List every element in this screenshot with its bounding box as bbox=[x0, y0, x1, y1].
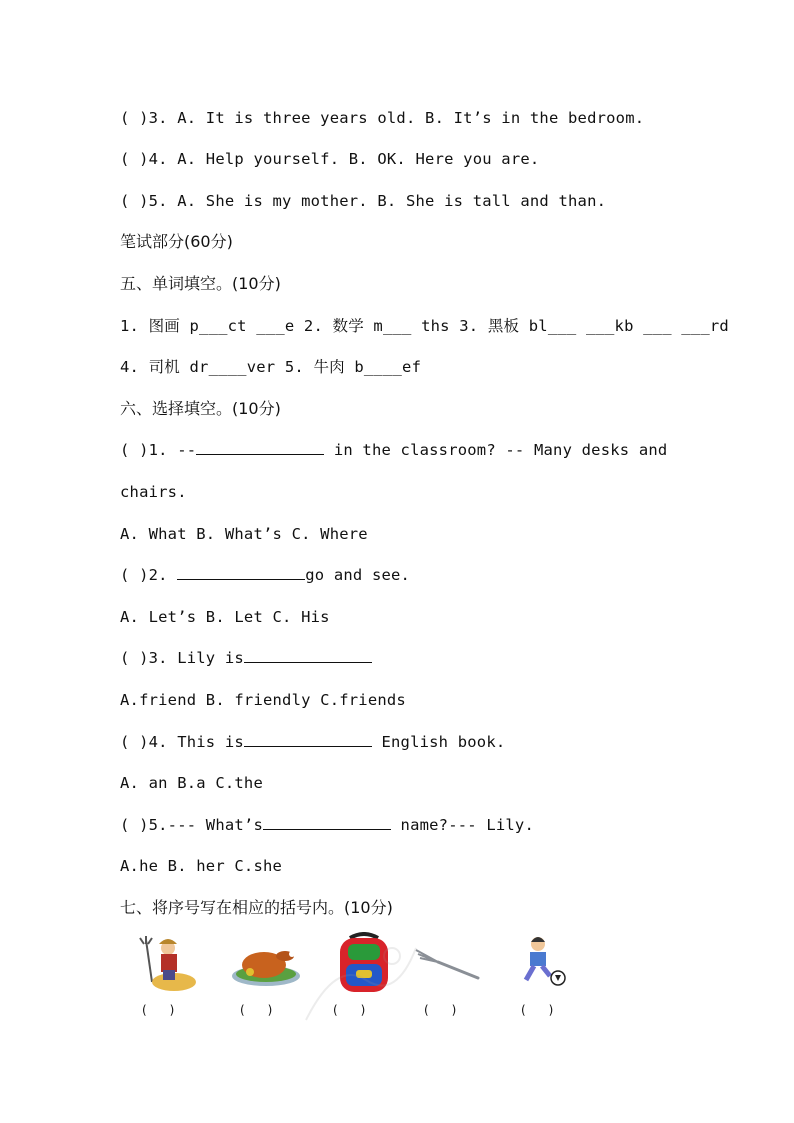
item-text: 3. A. It is three years old. B. It’s in the bedroom. bbox=[148, 109, 645, 127]
question-1 bbox=[120, 440, 667, 460]
picture-answer-paren-2[interactable]: ( ) bbox=[240, 1003, 273, 1017]
q5-prefix: 5.--- What’s bbox=[148, 816, 263, 834]
question-4 bbox=[120, 732, 505, 752]
farmer-icon bbox=[130, 932, 202, 992]
q4-suffix: English book. bbox=[371, 733, 506, 751]
picture-answer-paren-3[interactable]: ( ) bbox=[333, 1003, 366, 1017]
question-2 bbox=[120, 565, 410, 585]
question-3 bbox=[120, 648, 372, 668]
answer-paren: ( ) bbox=[120, 566, 149, 584]
q3-prefix: 3. Lily is bbox=[148, 649, 244, 667]
answer-blank[interactable] bbox=[244, 732, 372, 747]
item-text: 5. A. She is my mother. B. She is tall and than. bbox=[148, 192, 607, 210]
section5-title: 五、单词填空。(10分) bbox=[120, 274, 281, 293]
answer-paren: ( ) bbox=[120, 816, 149, 834]
section5-line2: 4. 司机 dr____ver 5. 牛肉 b____ef bbox=[120, 358, 422, 376]
listening-item-4 bbox=[120, 149, 539, 169]
question-5 bbox=[120, 815, 534, 835]
answer-paren: ( ) bbox=[120, 441, 149, 459]
roast-chicken-icon bbox=[230, 932, 302, 992]
answer-blank[interactable] bbox=[263, 815, 391, 830]
section7-title: 七、将序号写在相应的括号内。(10分) bbox=[120, 898, 393, 917]
football-player-icon bbox=[510, 932, 582, 992]
picture-answer-paren-1[interactable]: ( ) bbox=[142, 1003, 175, 1017]
q2-prefix: 2. bbox=[148, 566, 178, 584]
answer-paren: ( ) bbox=[120, 733, 149, 751]
answer-paren: ( ) bbox=[120, 109, 149, 127]
question-5-options: A.he B. her C.she bbox=[120, 857, 283, 875]
answer-blank[interactable] bbox=[196, 440, 324, 455]
question-3-options: A.friend B. friendly C.friends bbox=[120, 691, 406, 709]
q1-prefix: 1. -- bbox=[148, 441, 197, 459]
written-section-heading: 笔试部分(60分) bbox=[120, 232, 233, 251]
q5-suffix: name?--- Lily. bbox=[391, 816, 534, 834]
q1-suffix: in the classroom? -- Many desks and bbox=[324, 441, 668, 459]
answer-blank[interactable] bbox=[244, 648, 372, 663]
question-4-options: A. an B.a C.the bbox=[120, 774, 263, 792]
question-1-continued: chairs. bbox=[120, 483, 187, 501]
section6-title: 六、选择填空。(10分) bbox=[120, 399, 281, 418]
picture-answer-paren-5[interactable]: ( ) bbox=[521, 1003, 554, 1017]
answer-paren: ( ) bbox=[120, 649, 149, 667]
question-2-options: A. Let’s B. Let C. His bbox=[120, 608, 330, 626]
listening-item-5 bbox=[120, 191, 606, 211]
answer-blank[interactable] bbox=[177, 565, 305, 580]
listening-item-3 bbox=[120, 108, 644, 128]
picture-answer-paren-4[interactable]: ( ) bbox=[424, 1003, 457, 1017]
q2-suffix: go and see. bbox=[305, 566, 411, 584]
answer-paren: ( ) bbox=[120, 192, 149, 210]
answer-paren: ( ) bbox=[120, 150, 149, 168]
section5-line1: 1. 图画 p___ct ___e 2. 数学 m___ ths 3. 黑板 bl___ ___kb ___ ___rd bbox=[120, 317, 729, 335]
item-text: 4. A. Help yourself. B. OK. Here you are. bbox=[148, 150, 540, 168]
q4-prefix: 4. This is bbox=[148, 733, 244, 751]
question-1-options: A. What B. What’s C. Where bbox=[120, 525, 368, 543]
